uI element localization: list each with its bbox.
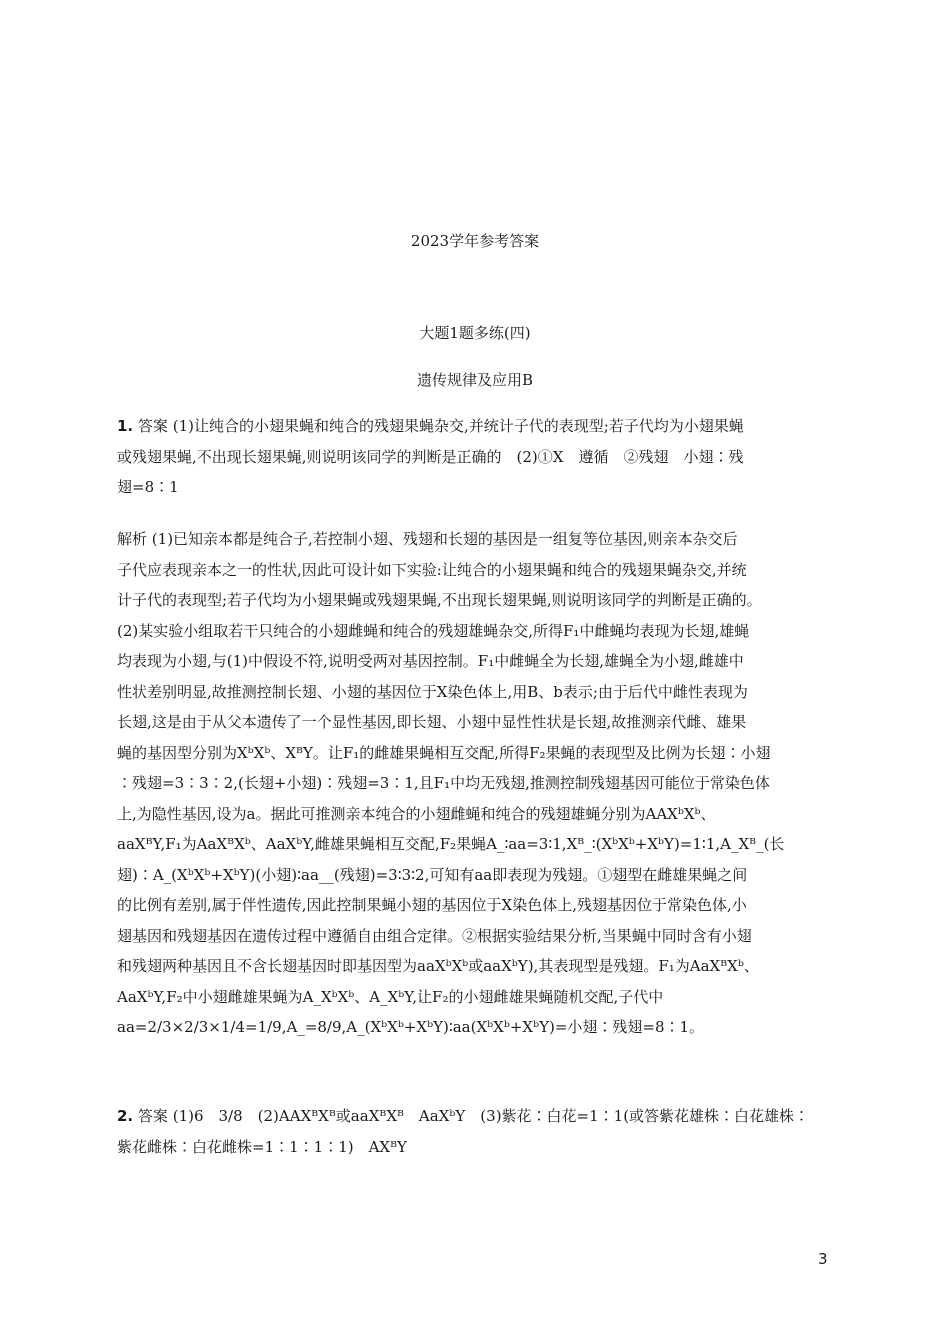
analysis-line: 子代应表现亲本之一的性状,因此可设计如下实验:让纯合的小翅果蝇和纯合的残翅果蝇杂交,并统 <box>117 560 747 579</box>
analysis-line: aa=2/3×2/3×1/4=1/9,A_=8/9,A_(XᵇXᵇ+XᵇY)∶aa(XᵇXᵇ+XᵇY)=小翅∶残翅=8∶1。 <box>117 1018 705 1036</box>
answer-line: 紫花雌株∶白花雌株=1∶1∶1∶1) AXᴮY <box>117 1137 407 1156</box>
subsection-title: 遗传规律及应用B <box>416 371 534 389</box>
answer-line: 翅=8∶1 <box>117 478 179 496</box>
answer-label: 答案 <box>137 417 168 435</box>
analysis-line: 和残翅两种基因且不含长翅基因时即基因型为aaXᵇXᵇ或aaXᵇY),其表现型是残翅。F₁为AaXᴮXᵇ、 <box>117 957 759 975</box>
analysis-line: 均表现为小翅,与(1)中假设不符,说明受两对基因控制。F₁中雌蝇全为长翅,雄蝇全为小翅,雌雄中 <box>117 652 744 670</box>
analysis-line: 长翅,这是由于从父本遗传了一个显性基因,即长翅、小翅中显性性状是长翅,故推测亲代雌、雄果 <box>117 713 747 731</box>
analysis-line: ∶残翅=3∶3∶2,(长翅+小翅)∶残翅=3∶1,且F₁中均无残翅,推测控制残翅基因可能位于常染色体 <box>117 774 770 792</box>
analysis-line: 翅)∶A_(XᵇXᵇ+XᵇY)(小翅)∶aa__(残翅)=3∶3∶2,可知有aa即表现为残翅。①翅型在雌雄果蝇之间 <box>117 865 748 884</box>
answer-label: 答案 <box>137 1107 168 1125</box>
analysis-line: (2)某实验小组取若干只纯合的小翅雌蝇和纯合的残翅雄蝇杂交,所得F₁中雌蝇均表现为长翅,雄蝇 <box>117 621 750 640</box>
analysis-line: 上,为隐性基因,设为a。据此可推测亲本纯合的小翅雌蝇和纯合的残翅雄蝇分别为AAXᵇXᵇ、 <box>117 804 716 823</box>
analysis-line: 计子代的表现型;若子代均为小翅果蝇或残翅果蝇,不出现长翅果蝇,则说明该同学的判断是正确的。 <box>117 591 762 609</box>
question-number: 1. <box>117 417 134 435</box>
answer-line: 2. 答案 (1)6 3/8 (2)AAXᴮXᴮ或aaXᴮXᴮ AaXᵇY (3)紫花∶白花=1∶1(或答紫花雄株∶白花雄株∶ <box>117 1107 810 1125</box>
question-1-answer <box>117 411 837 503</box>
analysis-line: AaXᵇY,F₂中小翅雌雄果蝇为A_XᵇXᵇ、A_XᵇY,让F₂的小翅雌雄果蝇随机交配,子代中 <box>117 987 664 1006</box>
analysis-line: 蝇的基因型分别为XᵇXᵇ、XᴮY。让F₁的雌雄果蝇相互交配,所得F₂果蝇的表现型及比例为长翅∶小翅 <box>117 743 771 762</box>
document-title: 2023学年参考答案 <box>410 232 540 250</box>
answer-line: 1. 答案 (1)让纯合的小翅果蝇和纯合的残翅果蝇杂交,并统计子代的表现型;若子代均为小翅果蝇 <box>117 417 744 435</box>
analysis-line: 的比例有差别,属于伴性遗传,因此控制果蝇小翅的基因位于X染色体上,残翅基因位于常染色体,小 <box>117 896 747 914</box>
question-number: 2. <box>117 1107 134 1125</box>
analysis-line: 解析 (1)已知亲本都是纯合子,若控制小翅、残翅和长翅的基因是一组复等位基因,则亲本杂交后 <box>117 530 738 548</box>
question-2-answer <box>117 1101 837 1162</box>
section-title: 大题1题多练(四) <box>419 324 531 342</box>
analysis-line: 性状差别明显,故推测控制长翅、小翅的基因位于X染色体上,用B、b表示;由于后代中雌性表现为 <box>117 682 748 701</box>
page-number: 3 <box>818 1250 828 1268</box>
analysis-label: 解析 <box>117 530 148 548</box>
analysis-line: aaXᴮY,F₁为AaXᴮXᵇ、AaXᵇY,雌雄果蝇相互交配,F₂果蝇A_∶aa=3∶1,Xᴮ_∶(XᵇXᵇ+XᵇY)=1∶1,A_Xᴮ_(长 <box>117 835 785 853</box>
question-1-analysis <box>117 524 837 1043</box>
answer-line: 或残翅果蝇,不出现长翅果蝇,则说明该同学的判断是正确的 (2)①X 遵循 ②残翅 小翅∶残 <box>117 447 744 466</box>
analysis-line: 翅基因和残翅基因在遗传过程中遵循自由组合定律。②根据实验结果分析,当果蝇中同时含有小翅 <box>117 926 752 945</box>
